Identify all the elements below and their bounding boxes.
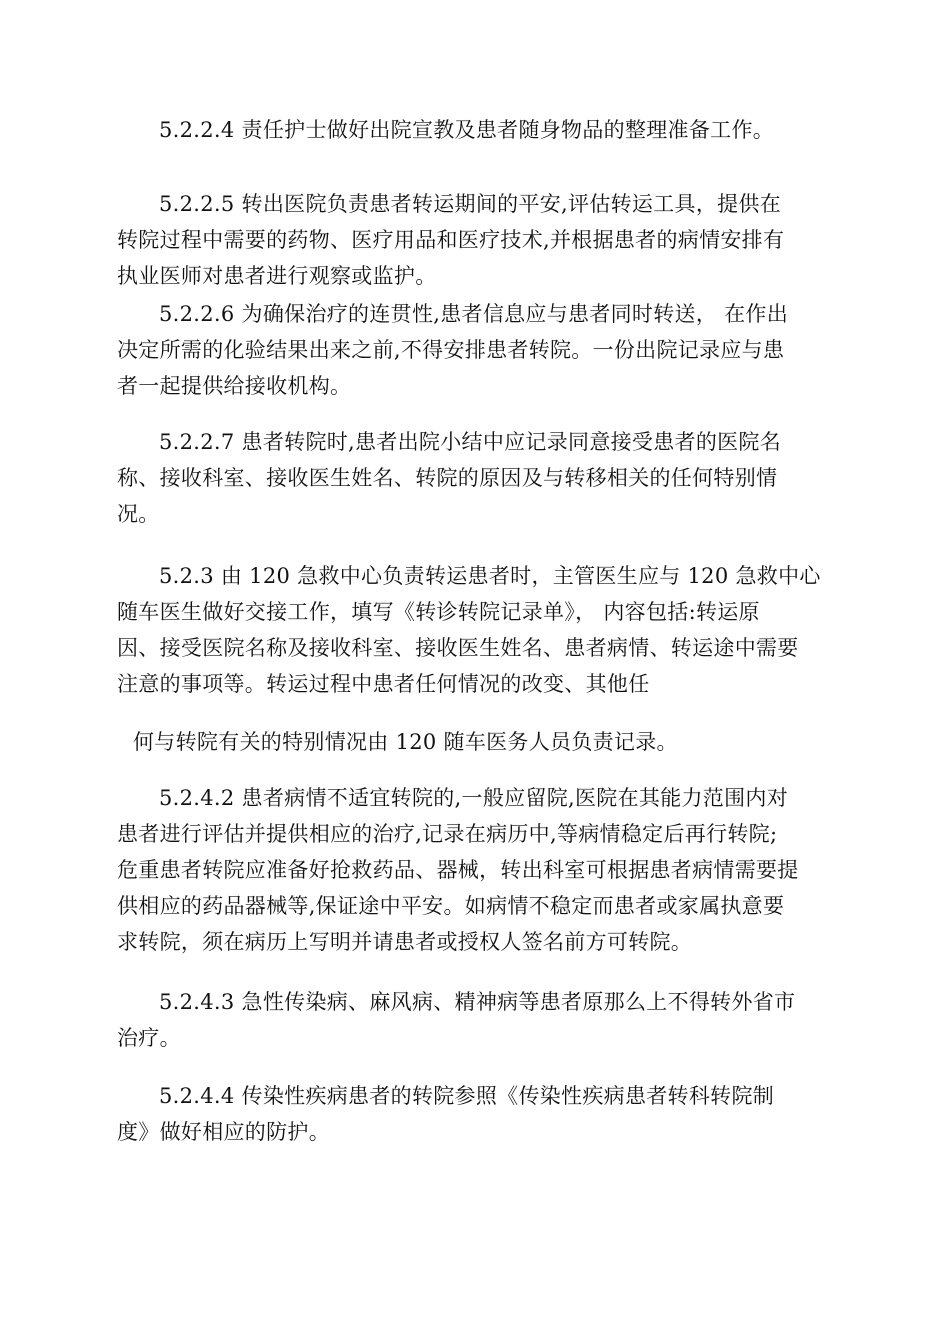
paragraph-5-2-4-2: [117, 780, 837, 960]
paragraph-line: 度》做好相应的防护。: [117, 1120, 330, 1144]
paragraph-5-2-4-3: [117, 984, 837, 1056]
paragraph-5-2-2-6: [117, 296, 837, 404]
paragraph-line: 5.2.2.5 转出医院负责患者转运期间的平安,评估转运工具，提供在: [159, 192, 782, 216]
paragraph-line: 5.2.4.3 急性传染病、麻风病、精神病等患者原那么上不得转外省市: [159, 990, 796, 1014]
paragraph-line: 何与转院有关的特别情况由 120 随车医务人员负责记录。: [133, 730, 678, 754]
paragraph-line: 5.2.3 由 120 急救中心负责转运患者时，主管医生应与 120 急救中心: [159, 564, 821, 588]
paragraph-line: 5.2.2.4 责任护士做好出院宣教及患者随身物品的整理准备工作。: [159, 118, 775, 142]
paragraph-5-2-3: [117, 558, 837, 702]
paragraph-line: 执业医师对患者进行观察或监护。: [117, 264, 437, 288]
paragraph-line: 况。: [117, 502, 160, 526]
paragraph-line: 治疗。: [117, 1026, 181, 1050]
paragraph-line: 患者进行评估并提供相应的治疗,记录在病历中,等病情稳定后再行转院;: [117, 822, 778, 846]
paragraph-line: 5.2.4.4 传染性疾病患者的转院参照《传染性疾病患者转科转院制: [159, 1084, 775, 1108]
paragraph-line: 注意的事项等。转运过程中患者任何情况的改变、其他任: [117, 672, 650, 696]
paragraph-5-2-2-4: [117, 112, 837, 148]
paragraph-line: 5.2.4.2 患者病情不适宜转院的,一般应留院,医院在其能力范围内对: [159, 786, 788, 810]
paragraph-5-2-4-4: [117, 1078, 837, 1150]
paragraph-line: 随车医生做好交接工作，填写《转诊转院记录单》， 内容包括:转运原: [117, 600, 760, 624]
paragraph-line: 者一起提供给接收机构。: [117, 374, 352, 398]
paragraph-line: 转院过程中需要的药物、医疗用品和医疗技术,并根据患者的病情安排有: [117, 228, 785, 252]
paragraph-line: 因、接受医院名称及接收科室、接收医生姓名、患者病情、转运途中需要: [117, 636, 799, 660]
paragraph-5-2-2-5: [117, 186, 837, 294]
paragraph-5-2-2-7: [117, 424, 837, 532]
paragraph-line: 称、接收科室、接收医生姓名、转院的原因及与转移相关的任何特别情: [117, 466, 778, 490]
paragraph-line: 5.2.2.7 患者转院时,患者出院小结中应记录同意接受患者的医院名: [159, 430, 782, 454]
paragraph-line: 决定所需的化验结果出来之前,不得安排患者转院。一份出院记录应与患: [117, 338, 785, 362]
paragraph-line: 供相应的药品器械等,保证途中平安。如病情不稳定而患者或家属执意要: [117, 894, 785, 918]
paragraph-5-2-3-continued: [117, 724, 837, 760]
paragraph-line: 危重患者转院应准备好抢救药品、器械，转出科室可根据患者病情需要提: [117, 858, 799, 882]
paragraph-line: 求转院，须在病历上写明并请患者或授权人签名前方可转院。: [117, 930, 693, 954]
paragraph-line: 5.2.2.6 为确保治疗的连贯性,患者信息应与患者同时转送， 在作出: [159, 302, 788, 326]
